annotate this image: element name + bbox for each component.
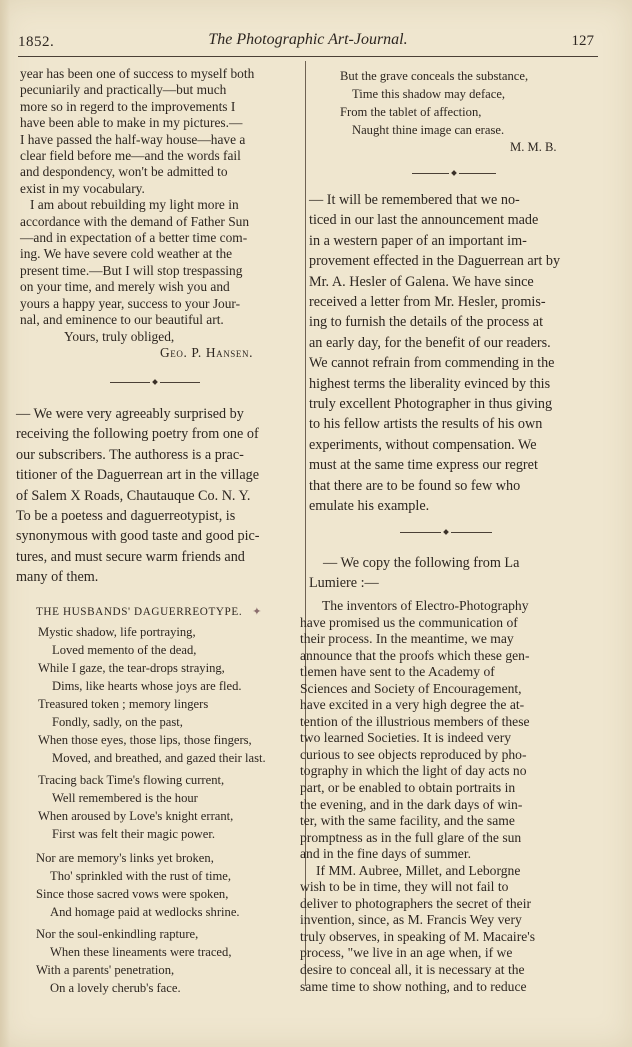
text-line: I have passed the half-way house—have a: [20, 131, 246, 147]
poem-title: [36, 605, 262, 618]
text-line: If MM. Aubree, Millet, and Leborgne: [316, 862, 521, 878]
text-line: Lumiere :—: [309, 575, 379, 592]
text-line: titioner of the Daguerrean art in the village: [16, 467, 260, 484]
text-line: an early day, for the benefit of our readers.: [309, 334, 551, 351]
text-line: their process. In the meantime, we may: [300, 631, 514, 647]
section-separator: [400, 529, 492, 537]
poem-line: Tho' sprinkled with the rust of time,: [50, 869, 232, 883]
header-rule: [18, 56, 598, 57]
text-line: ticed in our last the announcement made: [309, 212, 539, 229]
text-line: emulate his example.: [309, 498, 430, 515]
text-line: The inventors of Electro-Photography: [322, 598, 529, 613]
poetry-notice: [16, 404, 294, 588]
text-line: year has been one of success to myself both: [20, 66, 255, 81]
text-line: invention, since, as M. Francis Wey very: [300, 912, 522, 928]
text-line: have been able to make in my pictures.—: [20, 115, 243, 131]
text-line: truly observes, in speaking of M. Macaire's: [300, 928, 535, 944]
text-line: To be a poetess and daguerreotypist, is: [16, 508, 236, 525]
text-line: of Salem X Roads, Chautauque Co. N. Y.: [16, 487, 251, 504]
poem-line: Moved, and breathed, and gazed their last.: [52, 751, 266, 765]
text-line: experiments, without compensation. We: [309, 436, 537, 453]
poem-line: Since those sacred vows were spoken,: [36, 887, 229, 901]
text-line: received a letter from Mr. Hesler, promis-: [309, 294, 546, 311]
poem-line: From the tablet of affection,: [340, 105, 482, 119]
text-line: ing. We have severe cold weather at the: [20, 246, 233, 262]
poem-line: Treasured token ; memory lingers: [38, 697, 209, 711]
text-line: ter, with the same facility, and the same: [300, 813, 515, 829]
text-line: promptness as in the full glare of the sun: [300, 829, 522, 845]
text-line: more so in regerd to the improvements I: [20, 98, 236, 114]
text-line: curious to see objects reproduced by pho-: [300, 746, 527, 762]
poem-line: First was felt their magic power.: [52, 827, 215, 841]
text-line: on your time, and merely wish you and: [20, 279, 230, 295]
page-fold-shadow: [0, 0, 10, 1047]
section-separator: [110, 379, 200, 387]
text-line: process, "we live in an age when, if we: [300, 945, 513, 961]
page-number: 127: [571, 33, 594, 49]
poem-line: Naught thine image can erase.: [352, 123, 505, 137]
text-line: — It will be remembered that we no-: [309, 192, 520, 208]
text-line: accordance with the demand of Father Sun: [20, 213, 250, 229]
text-line: desire to conceal all, it is necessary at the: [300, 962, 525, 978]
letter-paragraph: [20, 66, 296, 361]
text-line: exist in my vocabulary.: [20, 180, 145, 196]
text-line: and in the fine days of summer.: [300, 846, 472, 862]
journal-title: The Photographic Art-Journal.: [208, 31, 408, 48]
poem-line: Tracing back Time's flowing current,: [38, 773, 225, 787]
text-line: to his fellow artists the results of his own: [309, 416, 543, 433]
text-line: We cannot refrain from commending in the: [309, 355, 555, 372]
text-line: synonymous with good taste and good pic-: [16, 528, 260, 545]
running-header: [18, 31, 598, 53]
poem-line: When these lineaments were traced,: [50, 945, 232, 959]
letter-signature: Geo. P. Hansen.: [160, 344, 254, 360]
text-line: receiving the following poetry from one of: [16, 426, 259, 443]
poem-line: When those eyes, those lips, those fingers,: [38, 733, 252, 747]
text-line: must at the same time express our regret: [309, 457, 538, 474]
text-line: provement effected in the Daguerrean art by: [309, 253, 561, 270]
poem-line: When aroused by Love's knight errant,: [38, 809, 234, 823]
poem-line: Well remembered is the hour: [52, 791, 198, 805]
header-year: 1852.: [18, 34, 55, 50]
poem-line: Nor the soul-enkindling rapture,: [36, 927, 199, 941]
text-line: — We copy the following from La: [323, 555, 520, 571]
text-line: present time.—But I will stop trespassing: [20, 262, 243, 278]
text-line: and despondency, won't be admitted to: [20, 164, 228, 180]
poem-line: Dims, like hearts whose joys are fled.: [52, 679, 242, 693]
text-line: tlemen have sent to the Academy of: [300, 664, 495, 680]
text-line: same time to show nothing, and to reduce: [300, 978, 527, 994]
poem-line: Time this shadow may deface,: [352, 87, 506, 101]
text-line: I am about rebuilding my light more in: [30, 197, 239, 213]
text-line: have excited in a very high degree the at-: [300, 697, 525, 713]
text-line: the evening, and in the dark days of win-: [300, 796, 523, 812]
poem-line: Fondly, sadly, on the past,: [52, 715, 183, 729]
text-line: clear field before me—and the words fail: [20, 148, 241, 164]
text-line: have promised us the communication of: [300, 614, 518, 630]
text-line: nal, and eminence to our beautiful art.: [20, 312, 224, 328]
text-line: announce that the proofs which these gen-: [300, 647, 530, 663]
text-line: — We were very agreeably surprised by: [16, 406, 244, 422]
poem-line: Loved memento of the dead,: [52, 643, 197, 657]
poem-signature: M. M. B.: [510, 140, 557, 154]
hesler-notice: [309, 190, 591, 517]
text-line: deliver to photographers the secret of their: [300, 895, 532, 911]
text-line: wish to be in time, they will not fail to: [300, 879, 509, 895]
text-line: pecuniarily and practically—but much: [20, 82, 227, 98]
text-line: our subscribers. The authoress is a prac-: [16, 446, 244, 463]
section-separator: [412, 170, 496, 178]
text-line: Mr. A. Hesler of Galena. We have since: [309, 273, 534, 290]
text-line: highest terms the liberality evinced by this: [309, 375, 551, 392]
text-line: ing to furnish the details of the process at: [309, 314, 544, 331]
poem-line: With a parents' penetration,: [36, 963, 175, 977]
text-line: —and in expectation of a better time com-: [20, 230, 248, 246]
text-line: Sciences and Society of Encouragement,: [300, 680, 522, 696]
text-line: many of them.: [16, 569, 99, 586]
lumiere-translation: [300, 598, 590, 995]
poem-title-text: THE HUSBANDS' DAGUERREOTYPE.: [36, 606, 243, 618]
poem-line: And homage paid at wedlocks shrine.: [50, 905, 240, 919]
text-line: truly excellent Photographer in thus giving: [309, 396, 553, 413]
letter-closing: Yours, truly obliged,: [64, 328, 175, 344]
text-line: in a western paper of an important im-: [309, 232, 527, 249]
text-line: that there are to be found so few who: [309, 477, 521, 494]
poem-line: Nor are memory's links yet broken,: [36, 851, 214, 865]
text-line: yours a happy year, success to your Jour-: [20, 295, 241, 311]
text-line: two learned Societies. It is indeed very: [300, 730, 512, 746]
text-line: tention of the illustrious members of these: [300, 713, 530, 729]
text-line: tography in which the light of day acts no: [300, 763, 527, 779]
text-line: tures, and must secure warm friends and: [16, 548, 245, 565]
poem-line: While I gaze, the tear-drops straying,: [38, 661, 225, 675]
lumiere-intro: [309, 553, 591, 594]
poem-line: But the grave conceals the substance,: [340, 69, 529, 83]
text-line: part, or be enabled to obtain portraits in: [300, 780, 516, 796]
ornament-icon: ✦: [252, 606, 263, 618]
poem-line: Mystic shadow, life portraying,: [38, 625, 196, 639]
poem-line: On a lovely cherub's face.: [50, 981, 181, 995]
